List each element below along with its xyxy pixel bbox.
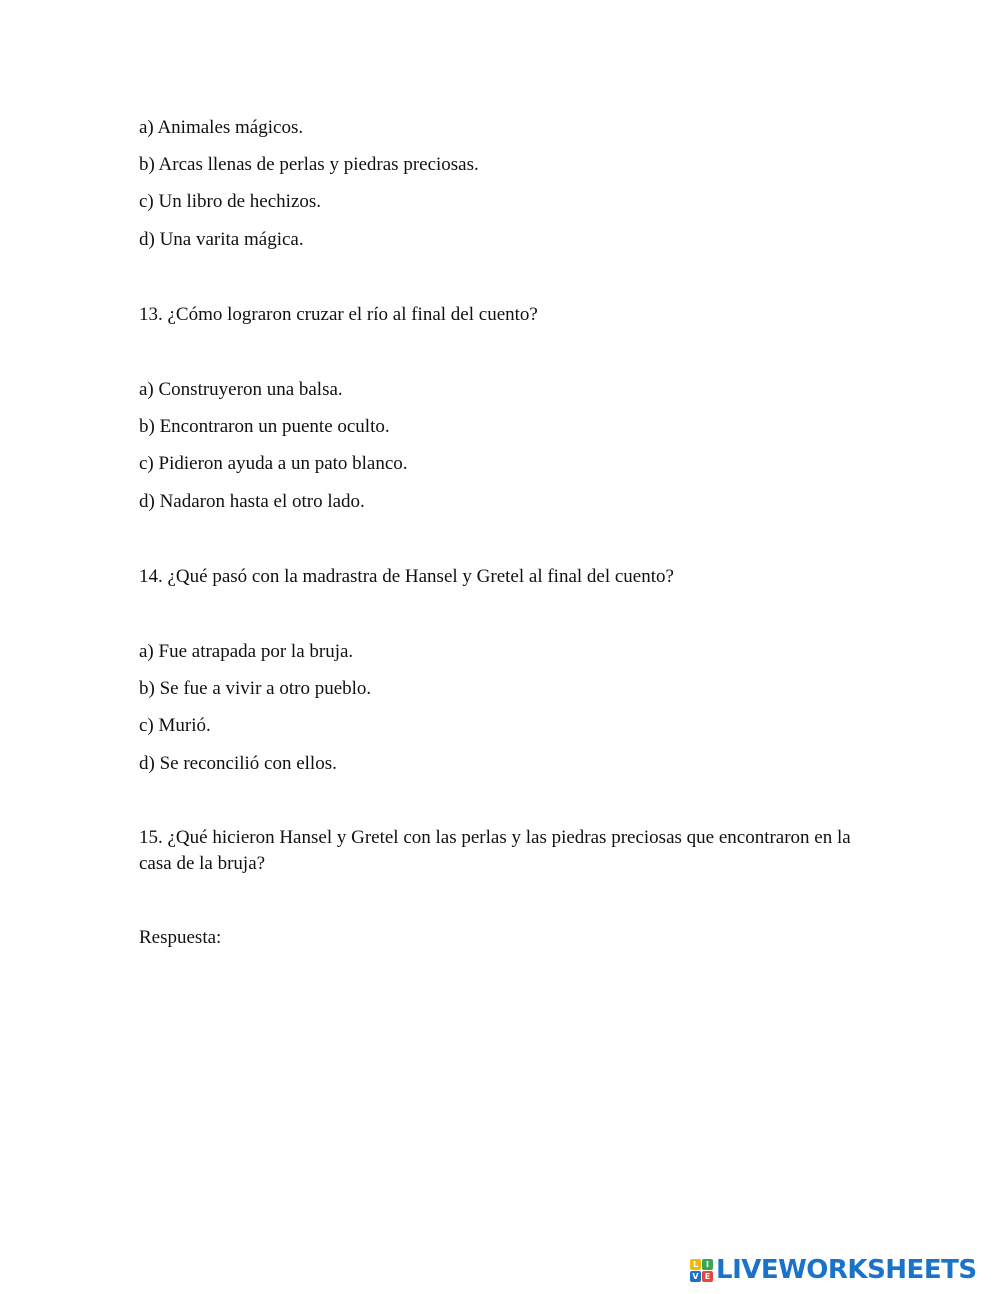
logo-mark-l: L: [690, 1259, 701, 1270]
q12-option-a: a) Animales mágicos.: [139, 117, 304, 138]
q14-question: 14. ¿Qué pasó con la madrastra de Hansel y Gretel al final del cuento?: [139, 566, 674, 587]
q13-option-a: a) Construyeron una balsa.: [139, 379, 343, 400]
q15-question: 15. ¿Qué hicieron Hansel y Gretel con las perlas y las piedras preciosas que encontraron en la casa de la bruja?: [139, 827, 851, 874]
q15-answer-label: Respuesta:: [139, 927, 222, 948]
q14-option-a: a) Fue atrapada por la bruja.: [139, 641, 354, 662]
q14-option-d: d) Se reconcilió con ellos.: [139, 753, 337, 774]
q13-question: 13. ¿Cómo lograron cruzar el río al final del cuento?: [139, 304, 538, 325]
q13-option-d: d) Nadaron hasta el otro lado.: [139, 491, 365, 512]
q13-option-b: b) Encontraron un puente oculto.: [139, 416, 390, 437]
q12-option-d: d) Una varita mágica.: [139, 229, 304, 250]
liveworksheets-logo: [690, 1255, 977, 1285]
logo-text: LIVEWORKSHEETS: [716, 1255, 977, 1285]
logo-mark-e: E: [702, 1271, 713, 1282]
q12-option-c: c) Un libro de hechizos.: [139, 191, 322, 212]
q14-option-b: b) Se fue a vivir a otro pueblo.: [139, 678, 372, 699]
logo-mark-i: I: [702, 1259, 713, 1270]
q12-option-b: b) Arcas llenas de perlas y piedras preciosas.: [139, 154, 479, 175]
q13-option-c: c) Pidieron ayuda a un pato blanco.: [139, 453, 408, 474]
logo-mark-icon: [690, 1259, 713, 1282]
q14-option-c: c) Murió.: [139, 715, 211, 736]
logo-mark-v: V: [690, 1271, 701, 1282]
